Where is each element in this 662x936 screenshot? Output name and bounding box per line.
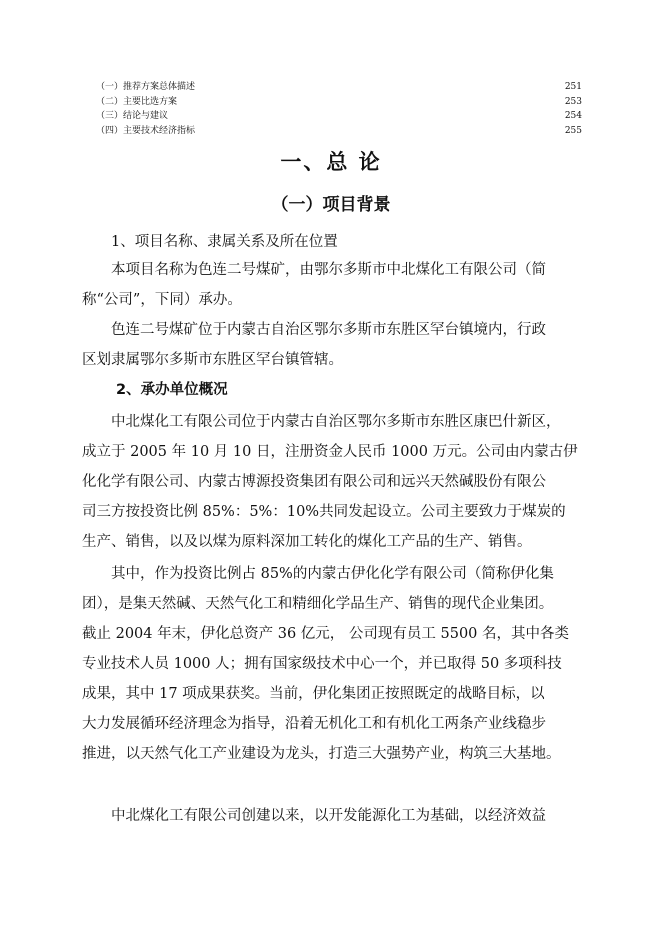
body-line: 本项目名称为色连二号煤矿，由鄂尔多斯市中北煤化工有限公司（简: [111, 262, 546, 278]
body-line: 大力发展循环经济理念为指导，沿着无机化工和有机化工两条产业线稳步: [82, 716, 546, 732]
body-line: 成果，其中 17 项成果获奖。当前，伊化集团正按照既定的战略目标，以: [82, 686, 545, 702]
chapter-title: 一、总 论: [280, 150, 382, 174]
toc-entry-label: （三）结论与建议: [96, 111, 169, 121]
toc-entry-page: 254: [564, 111, 582, 121]
toc-entry[interactable]: [96, 95, 582, 109]
body-line: 其中，作为投资比例占 85%的内蒙古伊化化学有限公司（简称伊化集: [111, 566, 554, 582]
body-line: 化化学有限公司、内蒙古博源投资集团有限公司和远兴天然碱股份有限公: [82, 474, 546, 490]
body-line: 中北煤化工有限公司位于内蒙古自治区鄂尔多斯市东胜区康巴什新区，: [111, 414, 561, 430]
body-line: 推进，以天然气化工产业建设为龙头，打造三大强势产业，构筑三大基地。: [82, 746, 561, 762]
subsection-heading: 2、承办单位概况: [116, 382, 228, 398]
toc-entry-label: （四）主要技术经济指标: [96, 126, 196, 136]
toc-entry-page: 251: [564, 82, 582, 92]
body-line: 成立于 2005 年 10 月 10 日，注册资金人民币 1000 万元。公司由内蒙古伊: [82, 444, 578, 460]
body-line: 截止 2004 年末，伊化总资产 36 亿元， 公司现有员工 5500 名，其中各类: [82, 626, 570, 642]
toc-entry-page: 253: [564, 97, 582, 107]
toc-entry-label: （二）主要比选方案: [96, 97, 178, 107]
subsection-heading: 1、项目名称、隶属关系及所在位置: [111, 234, 338, 250]
body-line: 司三方按投资比例 85%：5%：10%共同发起设立。公司主要致力于煤炭的: [82, 504, 566, 520]
toc-entry[interactable]: [96, 80, 582, 94]
toc-entry[interactable]: [96, 124, 582, 138]
body-line: 中北煤化工有限公司创建以来，以开发能源化工为基础，以经济效益: [111, 808, 546, 824]
toc-entry[interactable]: [96, 109, 582, 123]
body-line: 团），是集天然碱、天然气化工和精细化学品生产、销售的现代企业集团。: [82, 596, 554, 612]
body-line: 称“公司”，下同）承办。: [82, 292, 242, 308]
body-line: 专业技术人员 1000 人；拥有国家级技术中心一个，并已取得 50 多项科技: [82, 656, 562, 672]
body-line: 色连二号煤矿位于内蒙古自治区鄂尔多斯市东胜区罕台镇境内，行政: [111, 322, 546, 338]
body-line: 生产、销售，以及以煤为原料深加工转化的煤化工产品的生产、销售。: [82, 534, 532, 550]
section-title: （一）项目背景: [271, 195, 391, 215]
toc-entry-page: 255: [564, 126, 582, 136]
body-line: 区划隶属鄂尔多斯市东胜区罕台镇管辖。: [82, 352, 343, 368]
toc-entry-label: （一）推荐方案总体描述: [96, 82, 196, 92]
